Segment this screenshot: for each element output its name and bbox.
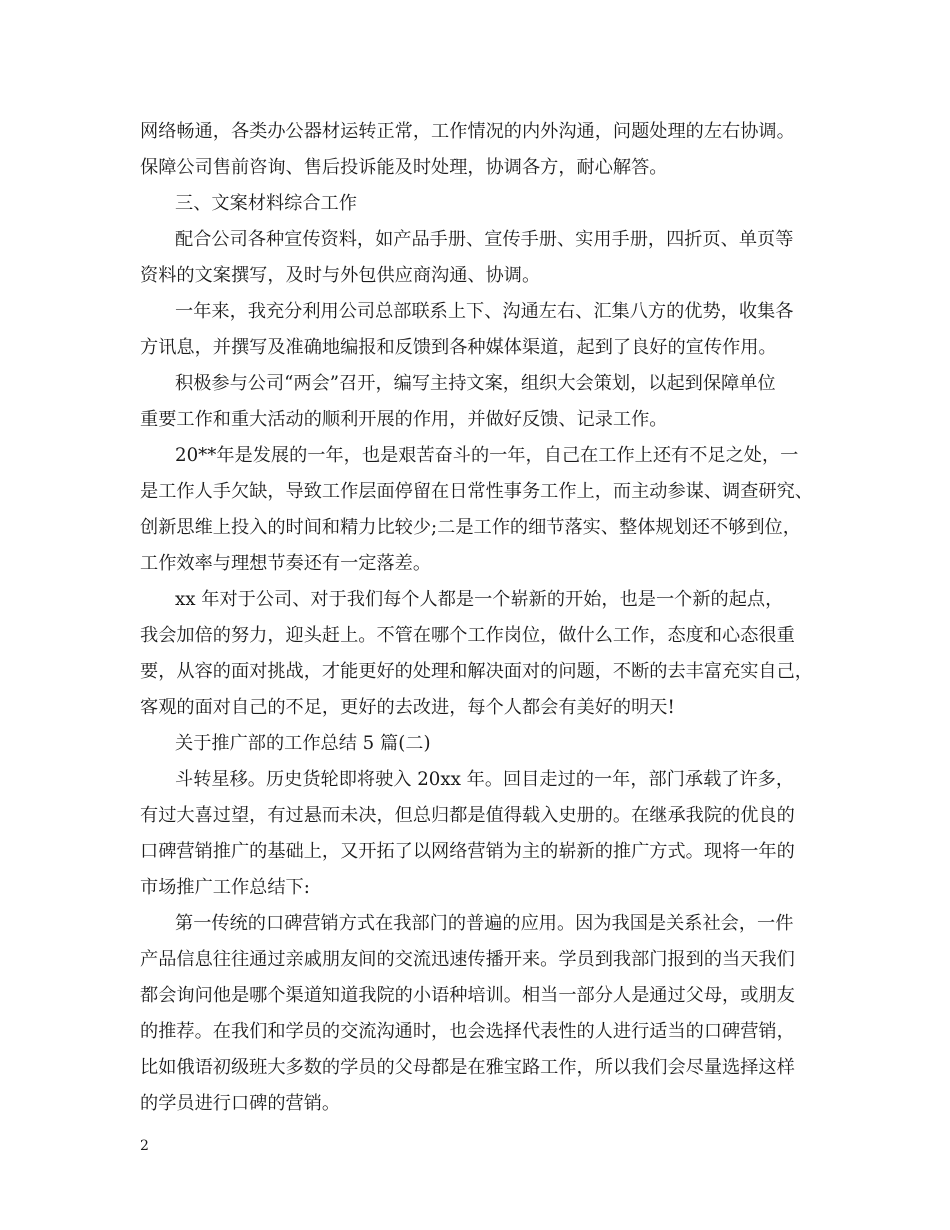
text-line: 积极参与公司“两会”召开，编写主持文案，组织大会策划，以起到保障单位 (175, 373, 776, 394)
text-line: 网络畅通，各类办公器材运转正常，工作情况的内外沟通，问题处理的左右协调。 (140, 121, 795, 142)
text-line: 方讯息，并撰写及准确地编报和反馈到各种媒体渠道，起到了良好的宣传作用。 (140, 337, 777, 358)
text-line: 市场推广工作总结下: (140, 877, 310, 898)
text-line: 配合公司各种宣传资料，如产品手册、宣传手册、实用手册，四折页、单页等 (175, 229, 794, 250)
text-line: 关于推广部的工作总结 5 篇(二) (175, 733, 431, 754)
text-line: 重要工作和重大活动的顺利开展的作用，并做好反馈、记录工作。 (140, 409, 668, 430)
text-line: 一年来，我充分利用公司总部联系上下、沟通左右、汇集八方的优势，收集各 (175, 301, 794, 322)
document-body (140, 114, 830, 1122)
text-line: 产品信息往往通过亲戚朋友间的交流迅速传播开来。学员到我部门报到的当天我们 (140, 949, 795, 970)
text-line: 要，从容的面对挑战，才能更好的处理和解决面对的问题，不断的去丰富充实自己， (140, 661, 813, 682)
text-line: 有过大喜过望，有过悬而未决，但总归都是值得载入史册的。在继承我院的优良的 (140, 805, 795, 826)
text-line: 我会加倍的努力，迎头赶上。不管在哪个工作岗位，做什么工作，态度和心态很重 (140, 625, 795, 646)
text-line: 20**年是发展的一年，也是艰苦奋斗的一年，自己在工作上还有不足之处，一 (175, 445, 799, 466)
text-line: 创新思维上投入的时间和精力比较少;二是工作的细节落实、整体规划还不够到位， (140, 517, 801, 538)
text-line: 资料的文案撰写，及时与外包供应商沟通、协调。 (140, 265, 541, 286)
text-line: 比如俄语初级班大多数的学员的父母都是在雅宝路工作，所以我们会尽量选择这样 (140, 1057, 795, 1078)
text-line: 是工作人手欠缺，导致工作层面停留在日常性事务工作上，而主动参谋、调查研究、 (140, 481, 813, 502)
text-line: 口碑营销推广的基础上，又开拓了以网络营销为主的崭新的推广方式。现将一年的 (140, 841, 795, 862)
text-line: 第一传统的口碑营销方式在我部门的普遍的应用。因为我国是关系社会，一件 (175, 913, 794, 934)
text-line: 保障公司售前咨询、售后投诉能及时处理，协调各方，耐心解答。 (140, 157, 668, 178)
text-line: xx 年对于公司、对于我们每个人都是一个崭新的开始，也是一个新的起点， (175, 589, 784, 610)
text-line: 工作效率与理想节奏还有一定落差。 (140, 553, 432, 574)
text-line: 的推荐。在我们和学员的交流沟通时，也会选择代表性的人进行适当的口碑营销， (140, 1021, 795, 1042)
text-line: 三、文案材料综合工作 (175, 193, 357, 214)
text-line: 都会询问他是哪个渠道知道我院的小语种培训。相当一部分人是通过父母，或朋友 (140, 985, 795, 1006)
text-line: 斗转星移。历史货轮即将驶入 20xx 年。回目走过的一年，部门承载了许多， (175, 769, 795, 790)
text-line: 客观的面对自己的不足，更好的去改进，每个人都会有美好的明天! (140, 697, 675, 718)
page-number: 2 (140, 1138, 149, 1154)
text-line: 的学员进行口碑的营销。 (140, 1093, 341, 1114)
